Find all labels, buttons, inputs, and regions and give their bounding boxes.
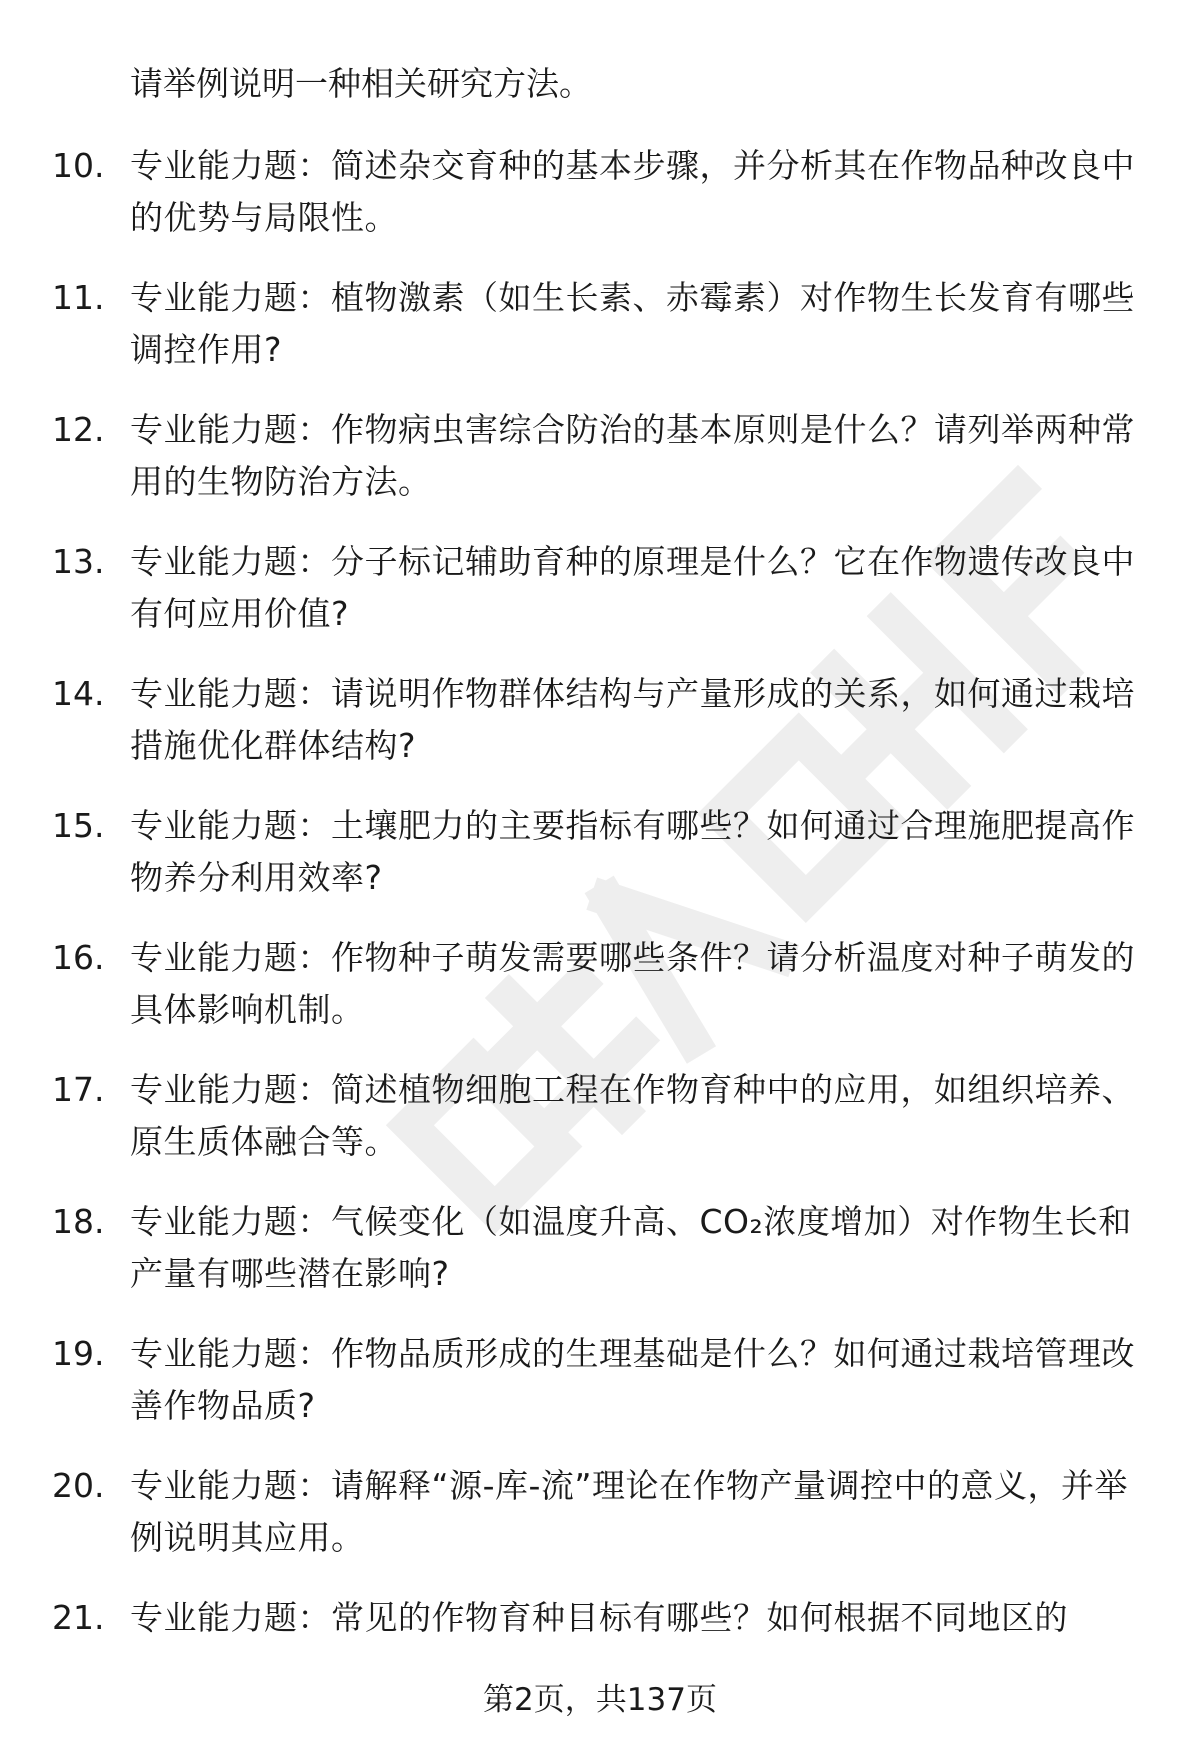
question-text: 专业能力题：植物激素（如生长素、赤霉素）对作物生长发育有哪些调控作用? xyxy=(130,278,1135,369)
question-text: 专业能力题：请说明作物群体结构与产量形成的关系，如何通过栽培措施优化群体结构? xyxy=(130,674,1135,765)
question-text: 专业能力题：请解释“源-库-流”理论在作物产量调控中的意义，并举例说明其应用。 xyxy=(130,1466,1129,1557)
question-number: 15. xyxy=(52,806,105,845)
question-number: 14. xyxy=(52,674,105,713)
question-item xyxy=(0,1328,1200,1460)
question-item xyxy=(0,272,1200,404)
question-text: 专业能力题：作物病虫害综合防治的基本原则是什么？请列举两种常用的生物防治方法。 xyxy=(130,410,1135,501)
question-item xyxy=(0,1064,1200,1196)
question-item xyxy=(0,932,1200,1064)
question-number: 21. xyxy=(52,1598,105,1637)
question-item xyxy=(0,668,1200,800)
question-item xyxy=(0,1196,1200,1328)
question-number: 19. xyxy=(52,1334,105,1373)
question-text: 专业能力题：简述杂交育种的基本步骤，并分析其在作物品种改良中的优势与局限性。 xyxy=(130,146,1135,237)
question-text: 专业能力题：土壤肥力的主要指标有哪些？如何通过合理施肥提高作物养分利用效率? xyxy=(130,806,1135,897)
continuation-line: 请举例说明一种相关研究方法。 xyxy=(130,64,592,103)
question-text: 专业能力题：分子标记辅助育种的原理是什么？它在作物遗传改良中有何应用价值? xyxy=(130,542,1135,633)
question-number: 16. xyxy=(52,938,105,977)
question-item xyxy=(0,404,1200,536)
question-text: 专业能力题：常见的作物育种目标有哪些？如何根据不同地区的 xyxy=(130,1598,1068,1637)
question-item xyxy=(0,800,1200,932)
question-number: 20. xyxy=(52,1466,105,1505)
question-number: 18. xyxy=(52,1202,105,1241)
question-number: 11. xyxy=(52,278,105,317)
question-item xyxy=(0,1460,1200,1592)
page-footer: 第2页，共137页 xyxy=(483,1682,717,1718)
question-item xyxy=(0,140,1200,272)
question-item xyxy=(0,536,1200,668)
question-list xyxy=(0,140,1200,1724)
question-text: 专业能力题：简述植物细胞工程在作物育种中的应用，如组织培养、原生质体融合等。 xyxy=(130,1070,1135,1161)
question-number: 13. xyxy=(52,542,105,581)
question-number: 12. xyxy=(52,410,105,449)
question-number: 17. xyxy=(52,1070,105,1109)
question-text: 专业能力题：作物品质形成的生理基础是什么？如何通过栽培管理改善作物品质? xyxy=(130,1334,1135,1425)
question-text: 专业能力题：气候变化（如温度升高、CO₂浓度增加）对作物生长和产量有哪些潜在影响? xyxy=(130,1202,1132,1293)
question-number: 10. xyxy=(52,146,105,185)
question-text: 专业能力题：作物种子萌发需要哪些条件？请分析温度对种子萌发的具体影响机制。 xyxy=(130,938,1135,1029)
